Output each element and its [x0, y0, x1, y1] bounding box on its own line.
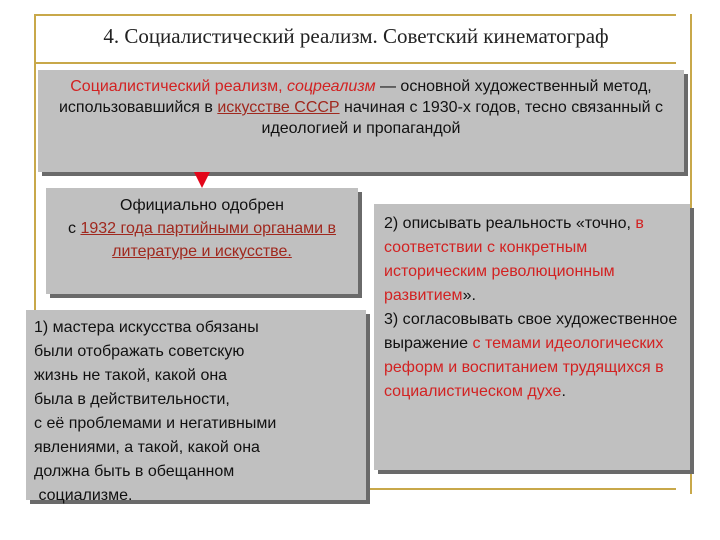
definition-term: Социалистический реализм, [70, 78, 287, 95]
slide-title: 4. Социалистический реализм. Советский кинематограф [103, 24, 609, 48]
rule-1-line: 1) мастера искусства обязаны [34, 319, 259, 336]
rule-2-end: ». [462, 287, 476, 304]
rule-1-line: явлениями, а такой, какой она [34, 439, 260, 456]
rule-3-text: 3) согласовывать свое художественное выражение [384, 311, 678, 352]
title-rule [36, 62, 676, 64]
definition-tail: начиная с 1930-х годов, тесно связанный с идеологией и пропагандой [261, 99, 664, 137]
rule-1-line: была в действительности, [34, 391, 230, 408]
approval-prefix: с [67, 220, 81, 237]
definition-text [38, 70, 684, 139]
rule-3-highlight: с темами идеологических реформ и воспитанием трудящихся в социалистическом духе [384, 335, 664, 400]
down-arrow-icon [194, 172, 210, 188]
rule-1-box [26, 310, 366, 504]
party-organs-link[interactable]: 1932 года партийными органами в литературе и искусстве. [80, 220, 337, 260]
rule-2-highlight: в соответствии с конкретным историческим революционным развитием [384, 215, 644, 304]
rules-2-3-text [374, 204, 690, 404]
rule-1-line: социализме. [34, 487, 133, 504]
approval-box [46, 188, 358, 294]
definition-body: — основной художественный метод, использовавшийся в [58, 78, 652, 116]
definition-abbrev: соцреализм [287, 78, 376, 95]
rule-2-text: 2) описывать реальность «точно, [384, 215, 636, 232]
right-rule [690, 14, 692, 494]
approval-text [46, 188, 358, 263]
rule-1-line: с её проблемами и негативными [34, 415, 277, 432]
approval-line: Официально одобрен [120, 197, 284, 214]
top-rule [36, 14, 676, 16]
rule-1-line: должна быть в обещанном [34, 463, 235, 480]
ussr-art-link[interactable]: искусстве СССР [217, 99, 340, 116]
definition-box [38, 70, 684, 172]
rule-1-text [26, 310, 366, 508]
rule-1-line: жизнь не такой, какой она [34, 367, 228, 384]
rule-3-end: . [561, 383, 566, 400]
rules-2-3-box [374, 204, 690, 470]
rule-1-line: были отображать советскую [34, 343, 245, 360]
